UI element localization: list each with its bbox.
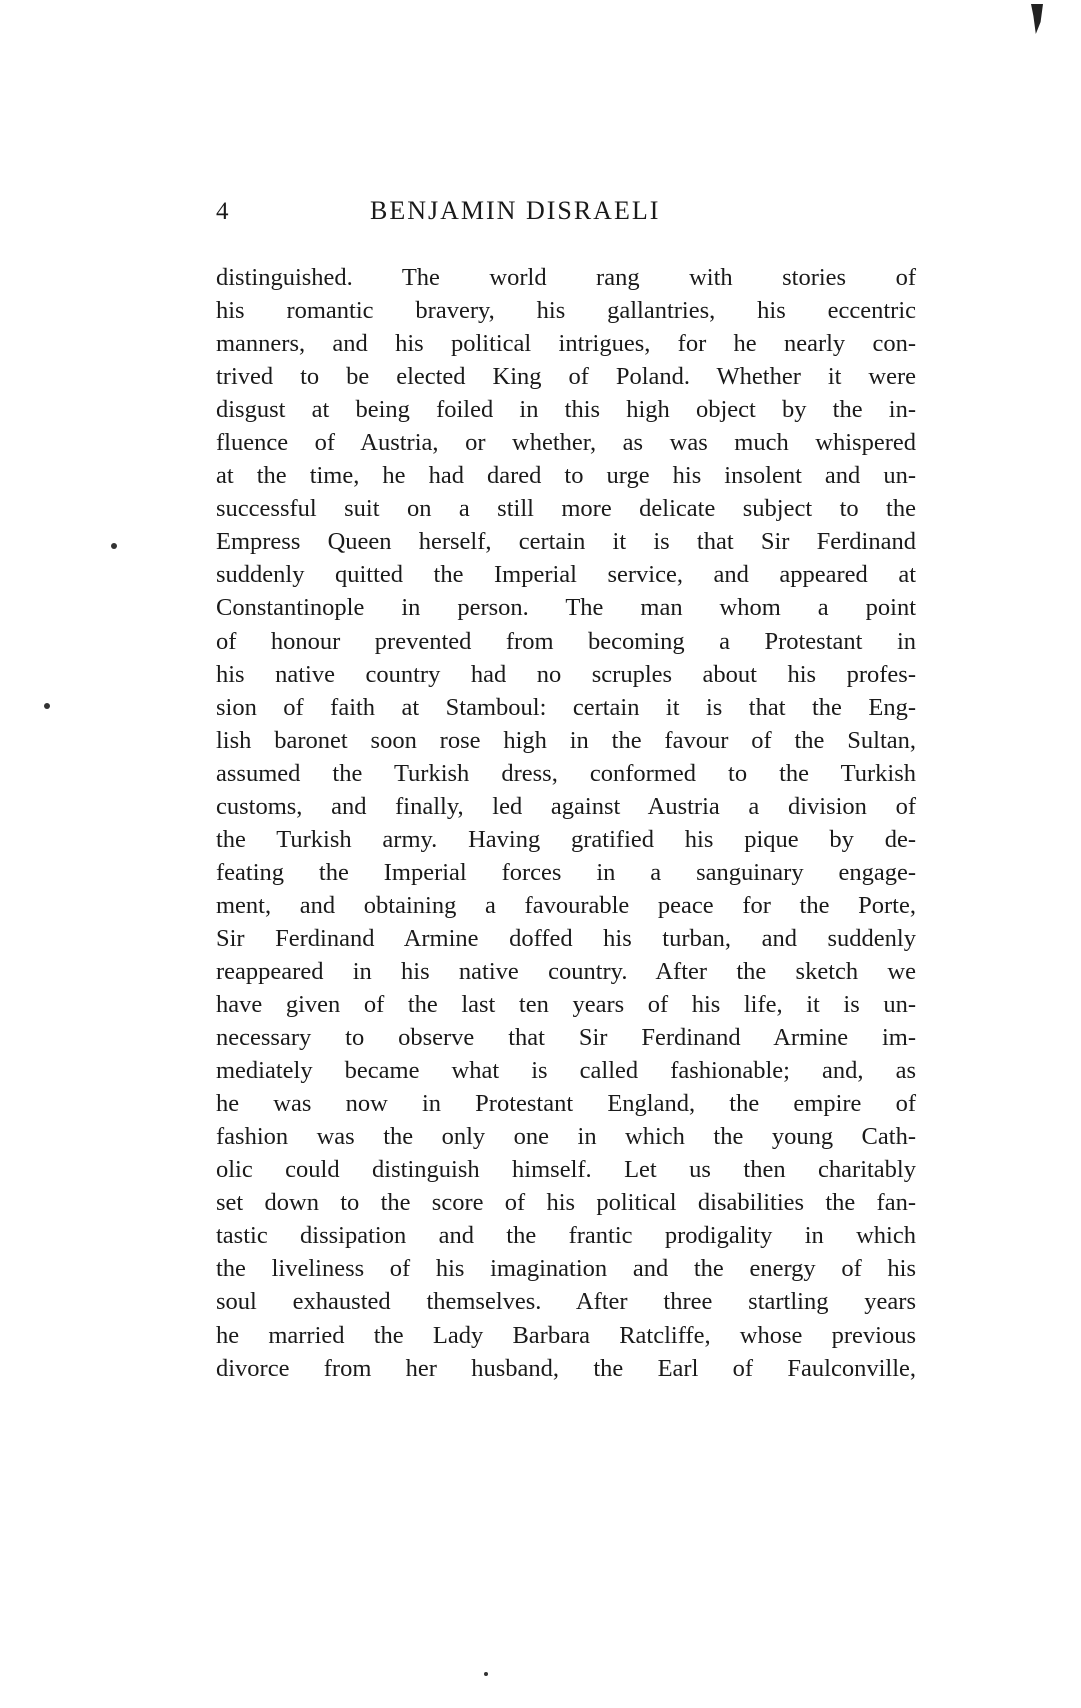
text-line: reappeared in his native country. After the sketch we [216,957,916,985]
text-line: necessary to observe that Sir Ferdinand Armine im- [216,1024,916,1052]
text-line: Empress Queen herself, certain it is that Sir Ferdinand [216,528,916,556]
text-line: at the time, he had dared to urge his insolent and un- [216,462,916,490]
text-line: olic could distinguish himself. Let us then charitably [216,1156,916,1184]
text-line: ment, and obtaining a favourable peace for the Porte, [216,891,916,919]
text-line: the liveliness of his imagination and the energy of his [216,1255,916,1283]
text-line: feating the Imperial forces in a sanguinary engage- [216,858,916,886]
margin-speck [111,543,117,549]
text-line: divorce from her husband, the Earl of Faulconville, [216,1354,916,1382]
text-line: have given of the last ten years of his life, it is un- [216,991,916,1019]
text-line: mediately became what is called fashionable; and, as [216,1057,916,1085]
text-line: his native country had no scruples about his profes- [216,660,916,688]
text-line: his romantic bravery, his gallantries, his eccentric [216,297,916,325]
body-paragraph [216,261,916,1385]
text-line: Sir Ferdinand Armine doffed his turban, and suddenly [216,924,916,952]
margin-speck [44,703,50,709]
text-line: fluence of Austria, or whether, as was much whispered [216,429,916,457]
text-line: of honour prevented from becoming a Protestant in [216,627,916,655]
text-line: distinguished. The world rang with stories of [216,264,916,291]
text-line: Constantinople in person. The man whom a point [216,594,916,622]
text-line: sion of faith at Stamboul: certain it is that the Eng- [216,693,916,721]
text-line: set down to the score of his political disabilities the fan- [216,1189,916,1217]
text-line: successful suit on a still more delicate subject to the [216,495,916,523]
text-line: customs, and finally, led against Austria a division of [216,792,916,820]
text-line: fashion was the only one in which the young Cath- [216,1123,916,1151]
text-line: assumed the Turkish dress, conformed to the Turkish [216,759,916,787]
text-line: manners, and his political intrigues, for he nearly con- [216,330,916,358]
text-line: lish baronet soon rose high in the favour of the Sultan, [216,726,916,754]
text-line: disgust at being foiled in this high object by the in- [216,396,916,424]
text-line: he was now in Protestant England, the empire of [216,1090,916,1118]
text-line: soul exhausted themselves. After three startling years [216,1288,916,1316]
page-header [210,196,910,236]
text-line: tastic dissipation and the frantic prodigality in which [216,1222,916,1250]
text-line: the Turkish army. Having gratified his pique by de- [216,825,916,853]
running-head: BENJAMIN DISRAELI [370,196,661,225]
text-line: trived to be elected King of Poland. Whether it were [216,363,916,391]
scan-artifact-mark [1031,4,1043,34]
page-number: 4 [216,198,230,225]
text-line: suddenly quitted the Imperial service, and appeared at [216,561,916,589]
text-line: he married the Lady Barbara Ratcliffe, whose previous [216,1321,916,1349]
margin-speck [484,1672,488,1676]
